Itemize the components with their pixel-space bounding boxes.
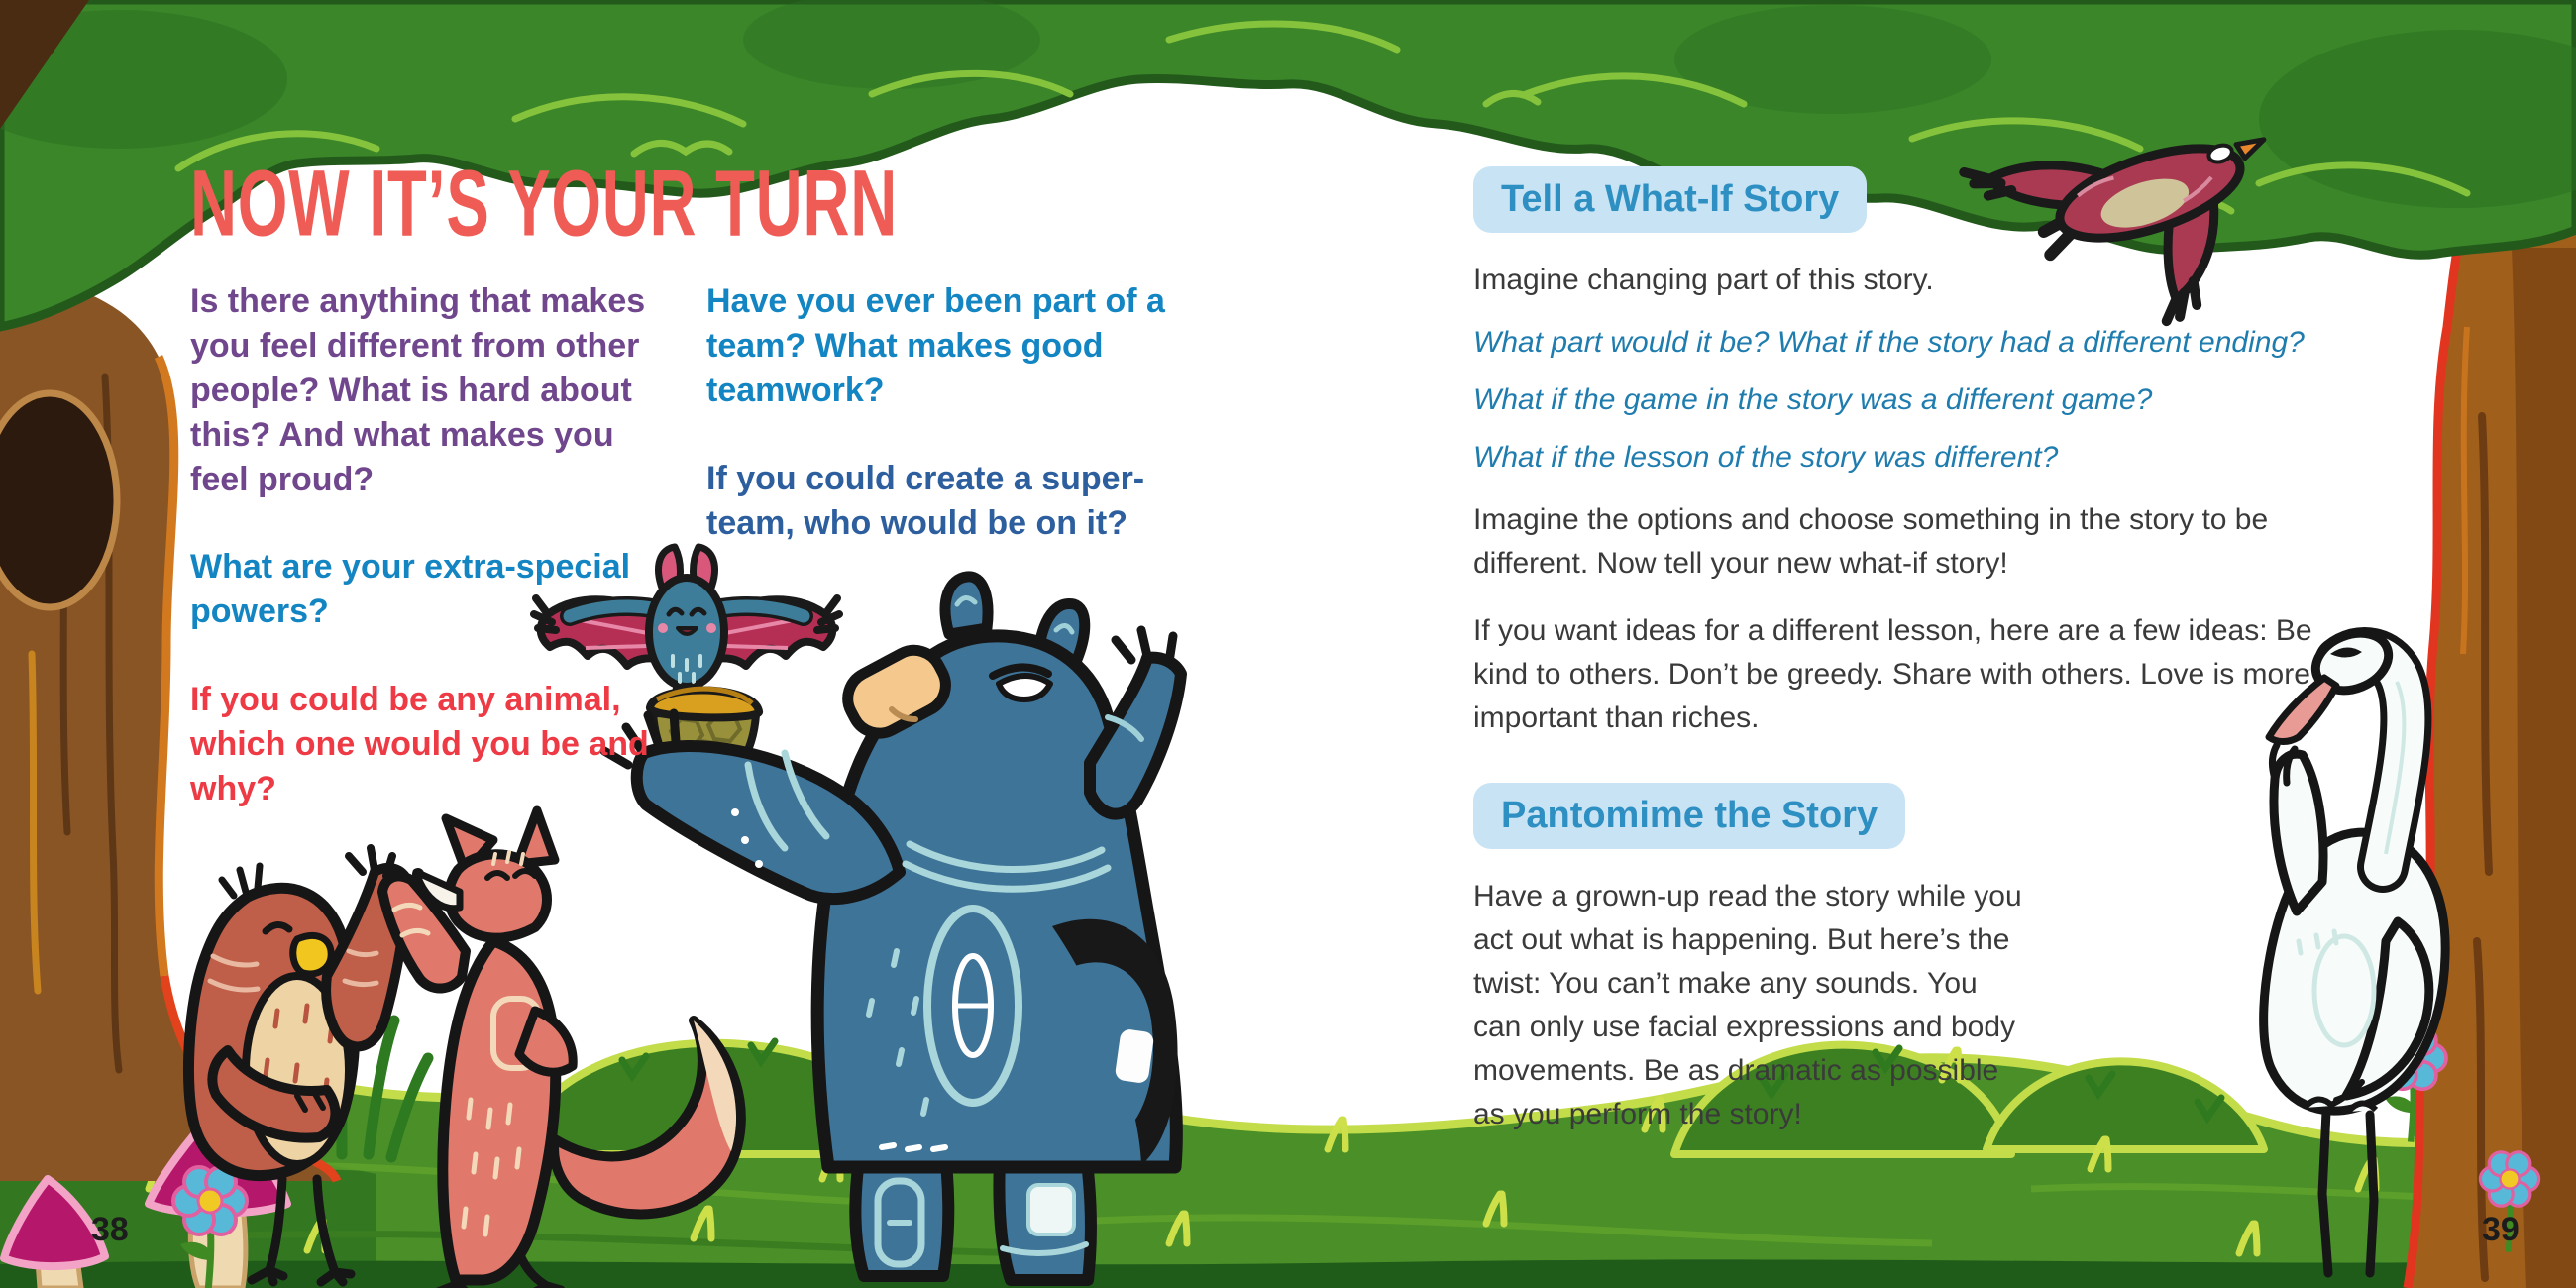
- section-badge-what-if: Tell a What-If Story: [1473, 166, 1867, 233]
- page-number-right: 39: [2482, 1211, 2520, 1248]
- question-super-team: If you could create a super-team, who would be on it?: [706, 459, 1145, 542]
- right-page-content: [1473, 166, 2415, 1136]
- what-if-question: What if the game in the story was a different game?: [1473, 383, 2153, 417]
- what-if-paragraph-1: Imagine the options and choose something in the story to be different. Now tell your new what-if story!: [1473, 503, 2269, 581]
- section-badge-pantomime: Pantomime the Story: [1473, 783, 1905, 849]
- what-if-question-list: [1473, 326, 2415, 475]
- what-if-paragraph-2: If you want ideas for a different lesson, here are a few ideas: Be kind to others. Don’t be greedy. Share with others. Love is more important than riches.: [1473, 614, 2312, 735]
- page-number-left: 38: [91, 1211, 129, 1248]
- question-team: Have you ever been part of a team? What makes good teamwork?: [706, 282, 1165, 409]
- what-if-question: What if the lesson of the story was different?: [1473, 441, 2059, 475]
- page-title: NOW IT’S YOUR TURN: [190, 150, 898, 256]
- left-question-column-2: [706, 279, 1182, 589]
- what-if-intro: Imagine changing part of this story.: [1473, 264, 1934, 296]
- question-special-powers: What are your extra-special powers?: [190, 548, 631, 631]
- question-any-animal: If you could be any animal, which one would you be and why?: [190, 681, 649, 807]
- what-if-question: What part would it be? What if the story had a different ending?: [1473, 326, 2305, 360]
- question-feel-different: Is there anything that makes you feel different from other people? What is hard about this? And what makes you feel proud?: [190, 282, 646, 498]
- left-question-column-1: [190, 279, 656, 855]
- pantomime-paragraph: Have a grown-up read the story while you act out what is happening. But here’s the twist: You can’t make any sounds. You can only use facial expressions and body movements. Be as dramatic as possible as you perform the story!: [1473, 879, 2022, 1131]
